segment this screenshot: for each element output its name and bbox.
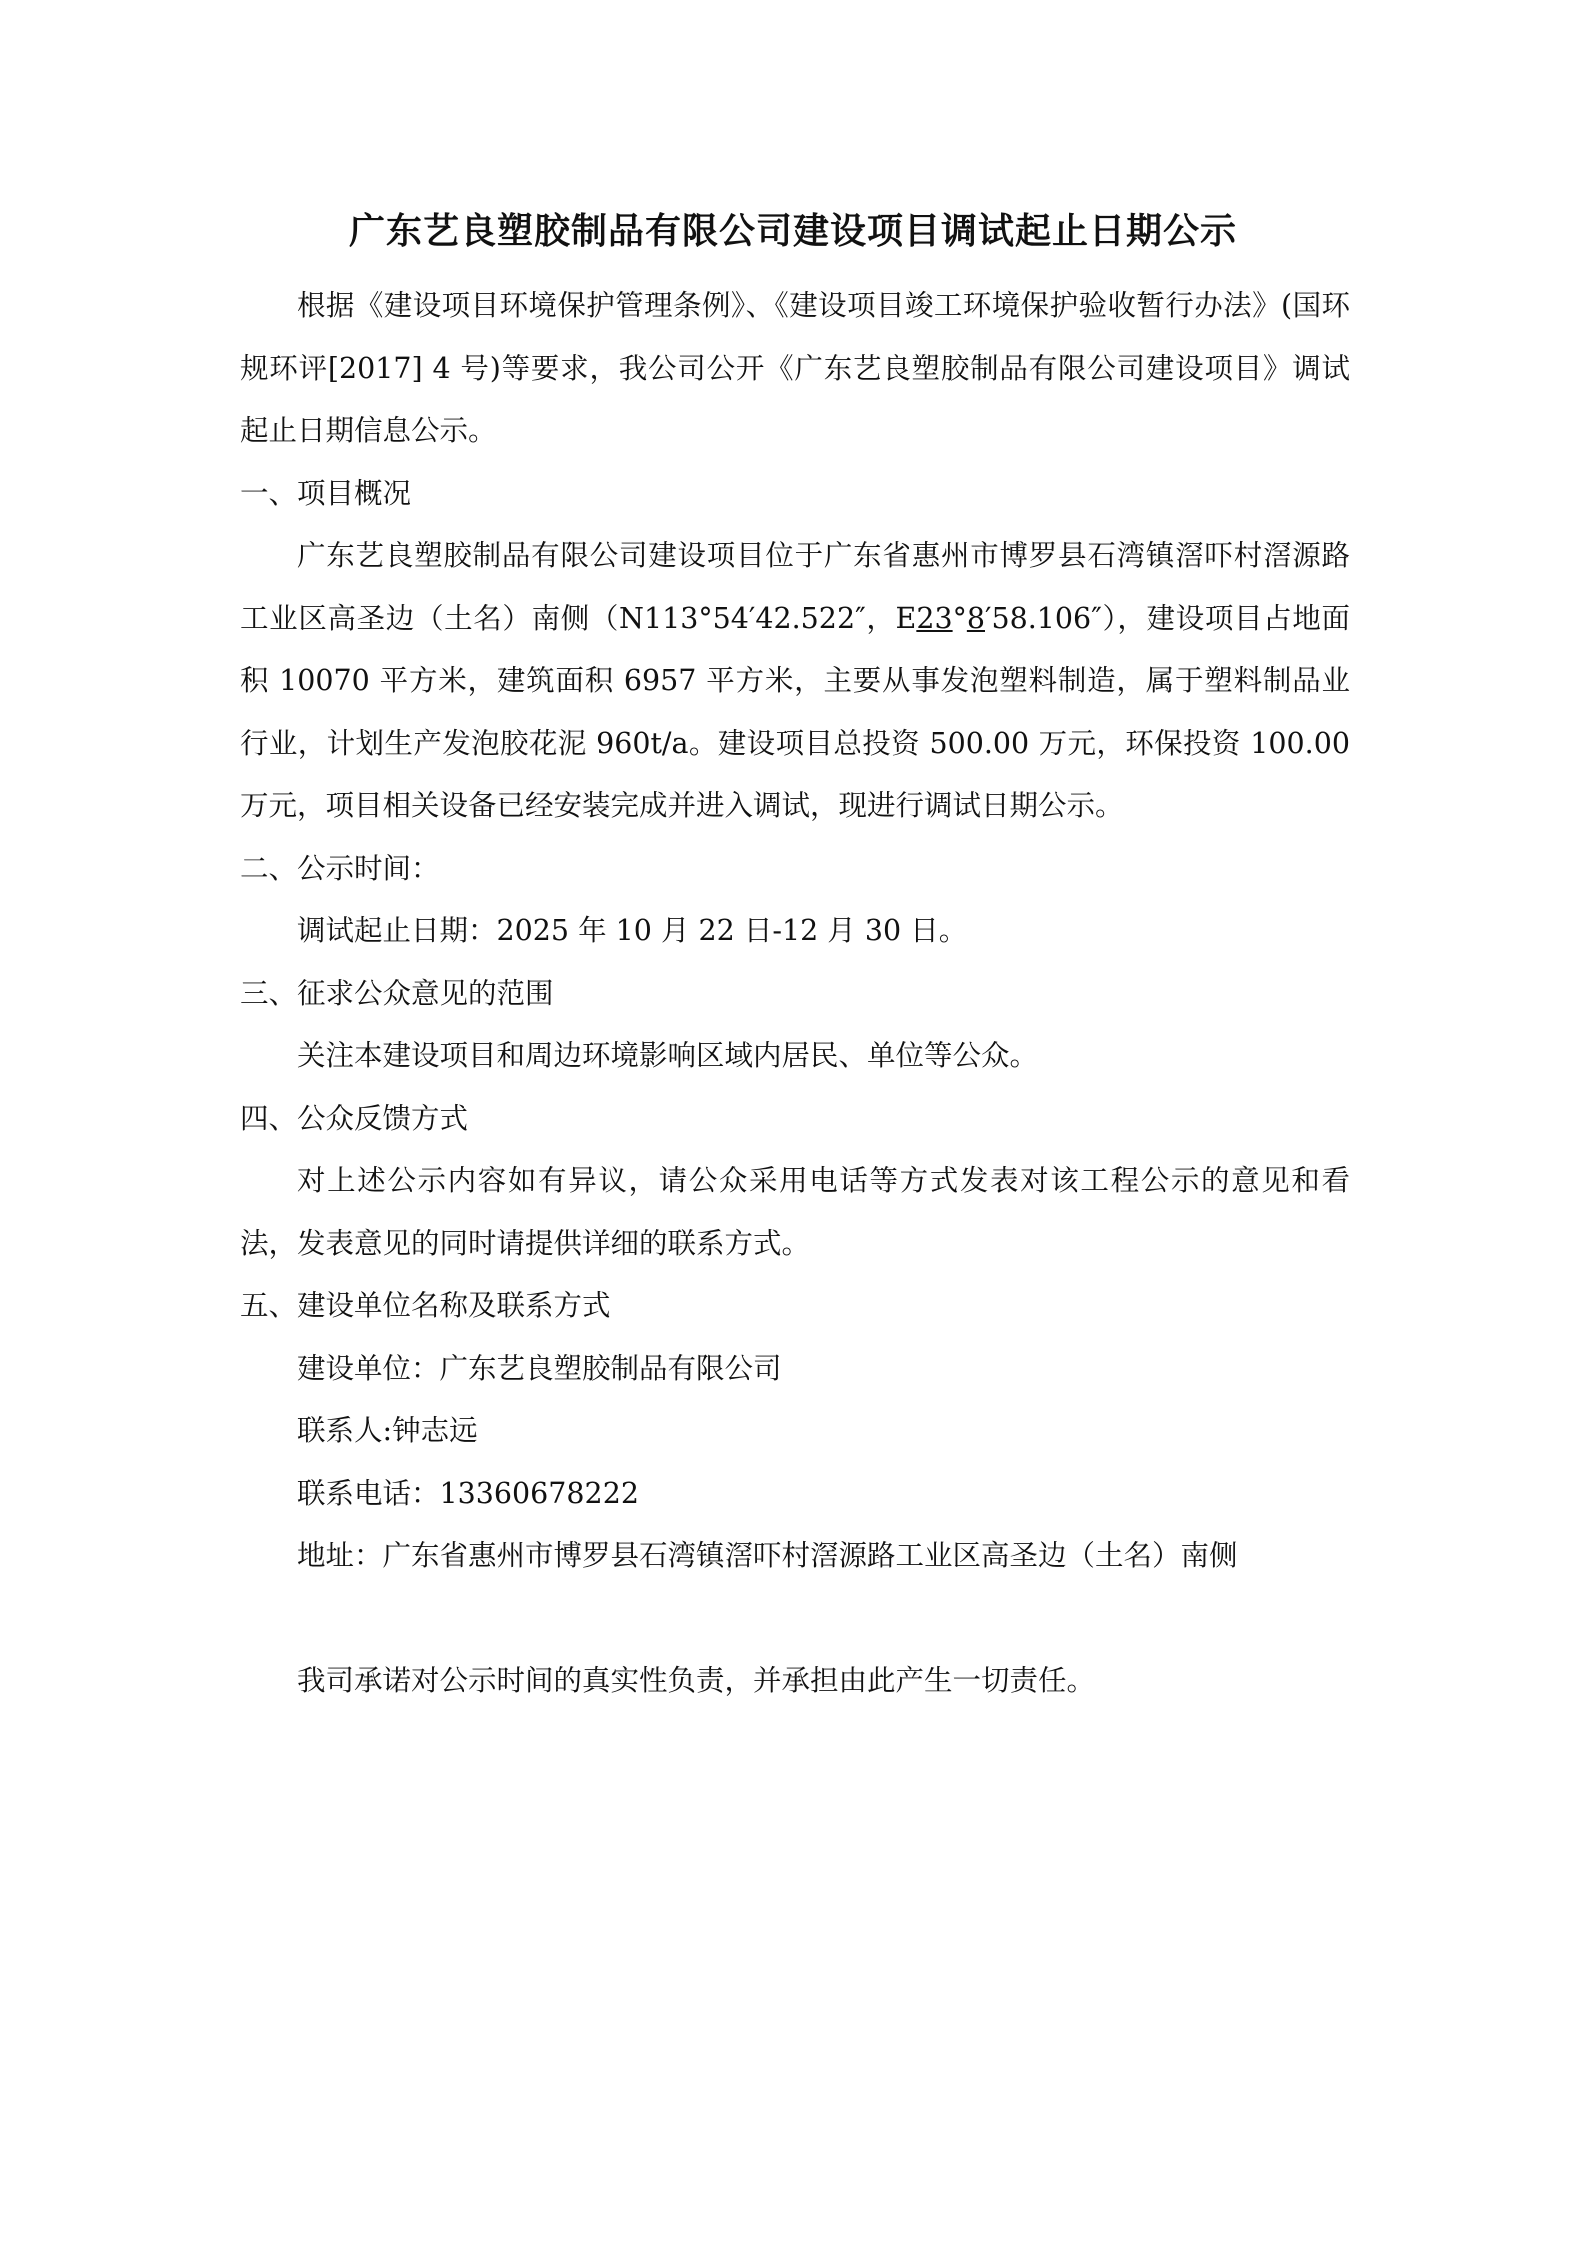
intro-paragraph: 根据《建设项目环境保护管理条例》、《建设项目竣工环境保护验收暂行办法》(国环规环评[2017] 4 号)等要求，我公司公开《广东艺良塑胶制品有限公司建设项目》调试起止日期信息公示。: [240, 289, 1351, 447]
feedback-paragraph: 对上述公示内容如有异议，请公众采用电话等方式发表对该工程公示的意见和看法，发表意见的同时请提供详细的联系方式。: [240, 1164, 1350, 1260]
section-heading-contact: 五、建设单位名称及联系方式: [240, 1289, 611, 1322]
overview-paragraph: [240, 525, 1350, 838]
section-heading-time: 二、公示时间：: [240, 851, 440, 885]
closing-statement: 我司承诺对公示时间的真实性负责，并承担由此产生一切责任。: [297, 1664, 1096, 1697]
coordinate-minutes: 8: [966, 601, 985, 635]
section-heading-feedback: 四、公众反馈方式: [240, 1101, 469, 1135]
contact-phone: 联系电话：13360678222: [297, 1476, 639, 1510]
overview-text-after: ′58.106″），建设项目占地面积 10070 平方米，建筑面积 6957 平方米，主要从事发泡塑料制造，属于塑料制品业行业，计划生产发泡胶花泥 960t/a。建设项目总投资 500.00 万元，环保投资 100.00 万元，项目相关设备已经安装完成并进入调试，现进行调试日期公示。: [240, 601, 1350, 822]
debug-period-text: 调试起止日期：2025 年 10 月 22 日-12 月 30 日。: [297, 914, 968, 947]
coordinate-degrees: 23: [916, 601, 953, 635]
coordinate-degree-symbol: °: [952, 601, 967, 635]
contact-address: 地址：广东省惠州市博罗县石湾镇滘吓村滘源路工业区高圣边（土名）南侧: [297, 1539, 1238, 1572]
blank-line: [240, 1588, 1350, 1651]
scope-text: 关注本建设项目和周边环境影响区域内居民、单位等公众。: [297, 1039, 1039, 1072]
construction-unit: 建设单位：广东艺良塑胶制品有限公司: [297, 1351, 782, 1385]
document-body: [240, 275, 1350, 1713]
document-title: 广东艺良塑胶制品有限公司建设项目调试起止日期公示: [348, 210, 1237, 252]
section-heading-overview: 一、项目概况: [240, 476, 412, 510]
contact-person: 联系人:钟志远: [297, 1414, 478, 1447]
overview-text-before: 广东艺良塑胶制品有限公司建设项目位于广东省惠州市博罗县石湾镇滘吓村滘源路工业区高圣边（土名）南侧（N113°54′42.522″，E: [240, 539, 1350, 635]
section-heading-scope: 三、征求公众意见的范围: [240, 976, 554, 1010]
